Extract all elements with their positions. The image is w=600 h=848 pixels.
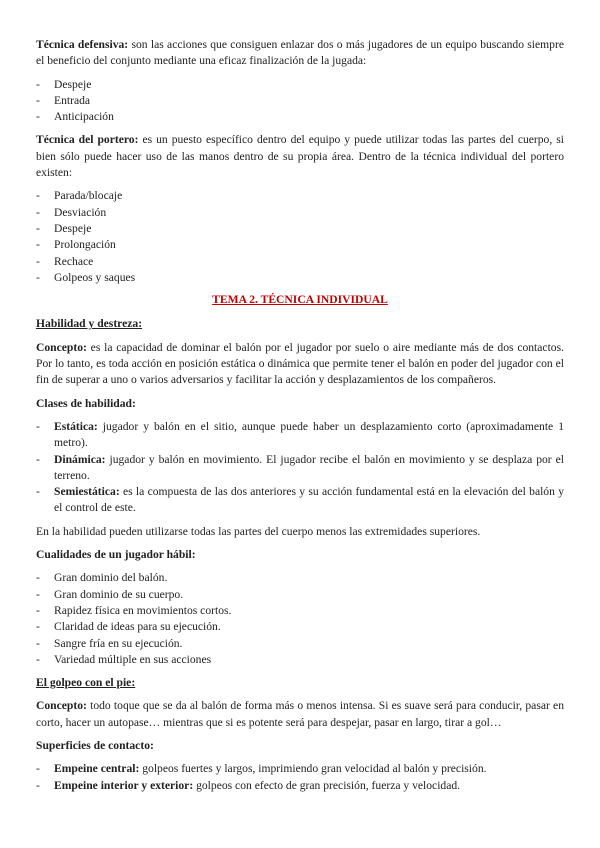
list-item [36, 419, 564, 452]
clases-list [36, 419, 564, 517]
list-item [36, 761, 564, 777]
habilidad-concepto-paragraph [36, 340, 564, 389]
list-item: - Variedad múltiple en sus acciones [36, 652, 564, 668]
golpeo-concepto-paragraph [36, 698, 564, 731]
tecnica-portero-label: Técnica del portero: [36, 133, 139, 147]
list-item: - Despeje [36, 221, 564, 237]
list-item: - Entrada [36, 93, 564, 109]
superficie-label: Empeine central: [54, 762, 140, 776]
list-item: - Gran dominio de su cuerpo. [36, 587, 564, 603]
list-item: - Claridad de ideas para su ejecución. [36, 619, 564, 635]
clase-label: Estática: [54, 419, 98, 433]
superficie-text: golpeos fuertes y largos, imprimiendo gran velocidad al balón y precisión. [139, 762, 487, 776]
list-item: - Parada/blocaje [36, 188, 564, 204]
clase-text: jugador y balón en el sitio, aunque puede haber un desplazamiento corto (aproximadamente 1 metro). [54, 419, 564, 450]
habilidad-heading: Habilidad y destreza: [36, 317, 143, 331]
list-item: - Prolongación [36, 237, 564, 253]
habilidad-concepto-label: Concepto: [36, 340, 87, 354]
cualidades-heading-label: Cualidades de un jugador hábil: [36, 548, 196, 562]
clases-heading [36, 396, 564, 412]
golpeo-heading: El golpeo con el pie: [36, 676, 136, 690]
list-item [36, 778, 564, 794]
tecnica-portero-list [36, 188, 564, 286]
cualidades-heading [36, 547, 564, 563]
cualidades-list [36, 570, 564, 668]
habilidad-concepto-text: es la capacidad de dominar el balón por el jugador por suelo o aire mediante más de dos contactos. Por lo tanto, es toda acción en posición estática o dinámica que permite tener el balón en poder del jugador con el fin de superar a uno o varios adversarios y facilitar la acción y desplazamientos de los compañeros. [36, 340, 564, 387]
golpeo-concepto-label: Concepto: [36, 699, 87, 713]
habilidad-note: En la habilidad pueden utilizarse todas las partes del cuerpo menos las extremidades superiores. [36, 524, 481, 538]
list-item [36, 484, 564, 517]
tecnica-portero-paragraph [36, 132, 564, 181]
clases-heading-label: Clases de habilidad: [36, 396, 136, 410]
tecnica-defensiva-text: son las acciones que consiguen enlazar dos o más jugadores de un equipo buscando siempre el beneficio del conjunto mediante una eficaz finalización de la jugada: [36, 38, 564, 68]
list-item [36, 452, 564, 485]
superficies-heading [36, 738, 564, 754]
list-item: - Desviación [36, 205, 564, 221]
superficies-list [36, 761, 564, 794]
list-item: - Despeje [36, 77, 564, 93]
clase-text: jugador y balón en movimiento. El jugador recibe el balón en movimiento y se desplaza por el terreno. [54, 452, 564, 482]
superficie-text: golpeos con efecto de gran precisión, fuerza y velocidad. [193, 778, 461, 792]
tecnica-defensiva-label: Técnica defensiva: [36, 38, 129, 51]
clase-label: Semiestática: [54, 485, 120, 499]
document-page [36, 37, 564, 794]
list-item: - Sangre fría en su ejecución. [36, 636, 564, 652]
list-item: - Rapidez física en movimientos cortos. [36, 603, 564, 619]
section-title: TEMA 2. TÉCNICA INDIVIDUAL [212, 293, 388, 307]
list-item: - Anticipación [36, 109, 564, 125]
tecnica-defensiva-paragraph [36, 37, 564, 70]
tecnica-defensiva-list [36, 77, 564, 126]
list-item: - Gran dominio del balón. [36, 570, 564, 586]
clase-text: es la compuesta de las dos anteriores y su acción fundamental está en la elevación del balón y el control de este. [54, 485, 564, 515]
tecnica-portero-text: es un puesto específico dentro del equipo y puede utilizar todas las partes del cuerpo, si bien sólo puede hacer uso de las manos dentro de su propia área. Dentro de la técnica individual del portero existen: [36, 133, 564, 180]
golpeo-concepto-text: todo toque que se da al balón de forma más o menos intensa. Si es suave será para conducir, pasar en corto, hacer un autopase… mientras que si es potente será para despejar, pasar en largo, tirar a gol… [36, 699, 564, 729]
list-item: - Rechace [36, 254, 564, 270]
clase-label: Dinámica: [54, 452, 106, 466]
list-item: - Golpeos y saques [36, 270, 564, 286]
superficie-label: Empeine interior y exterior: [54, 778, 194, 792]
superficies-heading-label: Superficies de contacto: [36, 738, 154, 752]
